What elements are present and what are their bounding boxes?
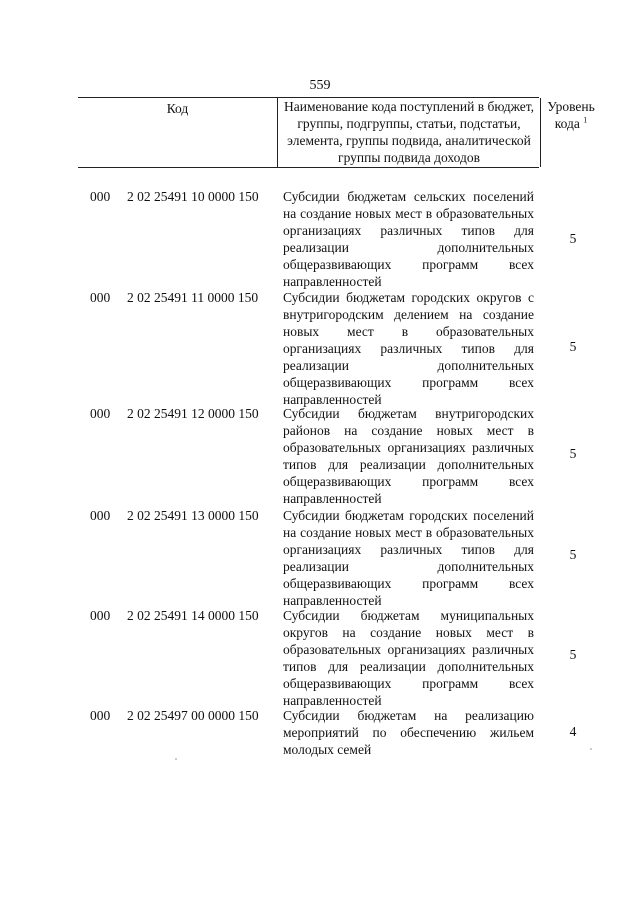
footnote-mark: 1 — [583, 115, 588, 125]
row-level: 5 — [569, 339, 577, 354]
table-header — [78, 97, 595, 168]
page-number: 559 — [309, 78, 331, 93]
row-admin: 000 — [90, 508, 111, 523]
header-level-suffix — [574, 116, 587, 131]
row-admin: 000 — [90, 290, 111, 305]
row-code: 2 02 25491 11 0000 150 — [127, 290, 259, 305]
row-level: 5 — [569, 647, 577, 662]
row-code: 2 02 25491 12 0000 150 — [127, 406, 259, 421]
header-code: Код — [166, 101, 189, 116]
row-code: 2 02 25491 14 0000 150 — [127, 608, 259, 623]
row-name: Субсидии бюджетам внутригородских районов на создание новых мест в образовательных организациях различных типов для реализации дополнительных общеразвивающих программ всех направленностей — [283, 406, 534, 506]
row-name: Субсидии бюджетам городских округов с внутригородским делением на создание новых мест в образовательных организациях различных типов для реализации дополнительных общеразвивающих программ всех направленностей — [283, 290, 534, 407]
row-code: 2 02 25491 10 0000 150 — [127, 189, 259, 204]
row-name: Субсидии бюджетам сельских поселений на создание новых мест в образовательных организациях различных типов для реализации дополнительных общеразвивающих программ всех направленностей — [283, 189, 534, 289]
row-level: 5 — [569, 231, 577, 246]
row-code: 2 02 25497 00 0000 150 — [127, 708, 259, 723]
row-admin: 000 — [90, 608, 111, 623]
row-name: Субсидии бюджетам городских поселений на создание новых мест в образовательных организациях различных типов для реализации дополнительных общеразвивающих программ всех направленностей — [283, 508, 534, 608]
row-code: 2 02 25491 13 0000 150 — [127, 508, 259, 523]
row-level: 5 — [569, 446, 577, 461]
row-admin: 000 — [90, 708, 111, 723]
scan-speck — [175, 758, 177, 760]
scan-speck — [590, 748, 592, 750]
row-level: 4 — [569, 724, 577, 739]
row-name: Субсидии бюджетам муниципальных округов на создание новых мест в образовательных организациях различных типов для реализации дополнительных общеразвивающих программ всех направленностей — [283, 608, 534, 708]
row-name: Субсидии бюджетам на реализацию мероприятий по обеспечению жильем молодых семей — [283, 708, 534, 757]
row-admin: 000 — [90, 406, 111, 421]
row-admin: 000 — [90, 189, 111, 204]
header-level-sup-text: а — [573, 116, 584, 131]
header-name: Наименование кода поступлений в бюджет, группы, подгруппы, статьи, подстатьи, элемента, группы подвида, аналитической группы подвида доходов — [277, 98, 541, 167]
header-level — [540, 98, 602, 167]
header-level-text: Уровень код — [547, 99, 595, 131]
row-level: 5 — [569, 547, 577, 562]
